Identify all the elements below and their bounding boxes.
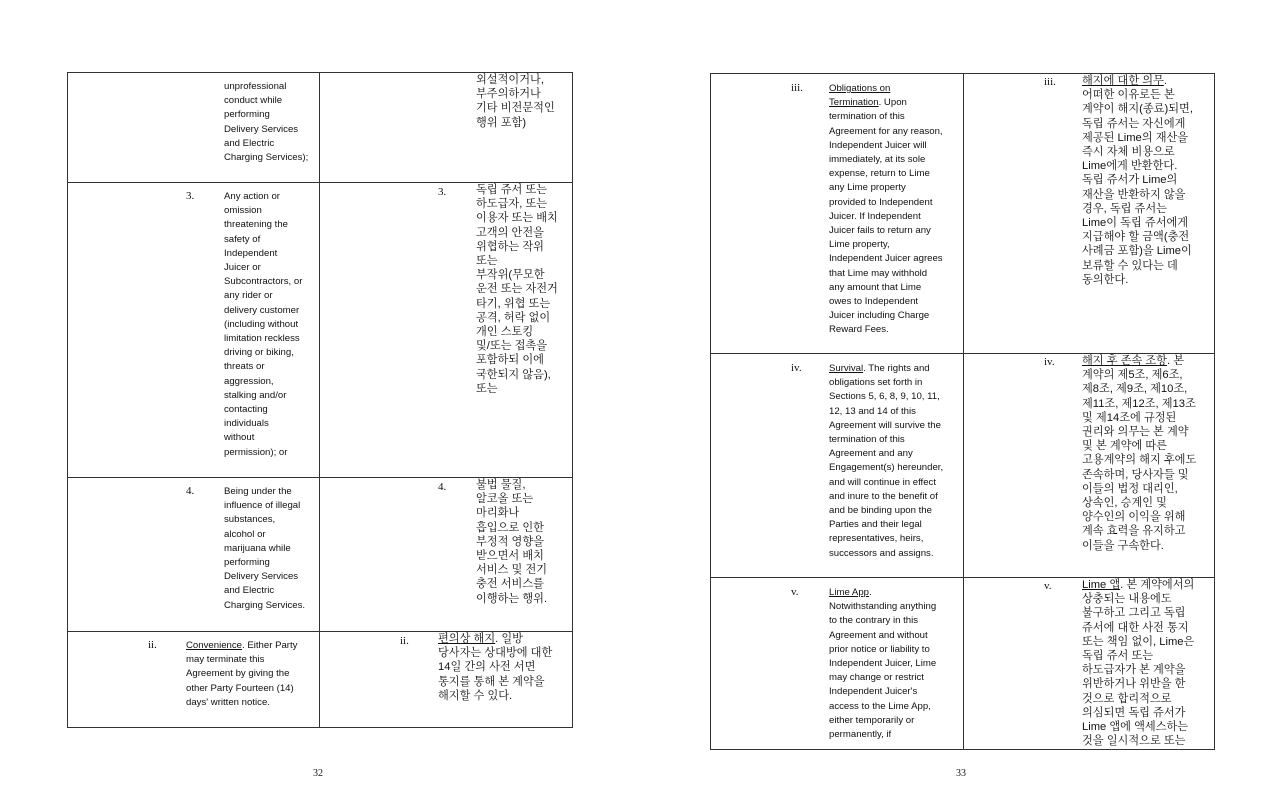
page-number: 33 <box>956 768 966 779</box>
clause-heading: Obligations on Termination <box>829 83 891 109</box>
korean-clause-text: 해지에 대한 의무. 어떠한 이유로든 본 계약이 해지(종료)되면, 독립 쥬서는 자신에게 제공된 Lime의 재산을 즉시 자체 비용으로 Lime에게 반환한다. 독립 쥬서가 Lime의 재산을 반환하지 않을 경우, 독립 쥬서는 Lime이 독립 쥬서에게 지급해야 할 금액(충전 사례금 포함)을 Lime이 보류할 수 있다는 데 동의한다. <box>1082 75 1193 286</box>
english-clause-text: Convenience. Either Party may terminate this Agreement by giving the other Party Fourteen (14) days' written notice. <box>186 640 298 708</box>
clause-heading: 편의상 해지 <box>438 633 496 645</box>
clause-number: iv. <box>791 362 802 374</box>
english-cell <box>68 478 320 632</box>
page-33 <box>640 0 1280 807</box>
english-cell <box>68 183 320 478</box>
english-clause-text: Obligations on Termination. Upon termination of this Agreement for any reason, Independent Juicer will immediately, at its sole expense, return to Lime any Lime property provided to Independent Juicer. If Independent Juicer fails to return any Lime property, Independent Juicer agrees that Lime may withhold any amount that Lime owes to Independent Juicer including Charge Reward Fees. <box>829 83 943 336</box>
english-cell <box>68 73 320 183</box>
korean-cell <box>320 73 573 183</box>
clause-number: v. <box>1044 580 1052 592</box>
korean-cell <box>320 183 573 478</box>
clause-heading: Survival <box>829 363 864 374</box>
clause-number: 3. <box>438 186 447 198</box>
english-cell <box>711 74 964 354</box>
table-row <box>68 478 573 632</box>
clause-heading: Lime App <box>829 587 870 598</box>
korean-clause-text: 편의상 해지. 일방 당사자는 상대방에 대한 14일 간의 사전 서면 통지를 통해 본 계약을 해지할 수 있다. <box>438 633 553 702</box>
english-clause-text: unprofessional conduct while performing Delivery Services and Electric Charging Services); <box>224 81 309 164</box>
korean-cell <box>320 478 573 632</box>
clause-heading: 해지에 대한 의무 <box>1082 75 1164 87</box>
korean-clause-text: 독립 쥬서 또는 하도급자, 또는 이용자 또는 배치 고객의 안전을 위협하는 작위 또는 부작위(무모한 운전 또는 자전거 타기, 위협 또는 공격, 허락 없이 개인 스토킹 및/또는 접촉을 포함하되 이에 국한되지 않음), 또는 <box>476 184 558 395</box>
clause-heading: Convenience <box>186 640 243 651</box>
page-number: 32 <box>313 768 323 779</box>
clause-number: 4. <box>186 485 195 497</box>
clause-number: iii. <box>791 82 803 94</box>
clause-number: iv. <box>1044 356 1055 368</box>
korean-clause-text: Lime 앱. 본 계약에서의 상충되는 내용에도 불구하고 그리고 독립 쥬서에 대한 사전 통지 또는 책임 없이, Lime은 독립 쥬서 또는 하도급자가 본 계약을 위반하거나 위반을 한 것으로 합리적으로 의심되면 독립 쥬서가 Lime 앱에 액세스하는 것을 일시적으로 또는 <box>1082 579 1195 748</box>
english-cell <box>68 632 320 728</box>
clause-heading: 해지 후 존속 조항 <box>1082 355 1167 367</box>
table-row <box>711 354 1215 578</box>
english-clause-text: Being under the influence of illegal substances, alcohol or marijuana while performing Delivery Services and Electric Charging Services. <box>224 486 306 611</box>
english-clause-text: Any action or omission threatening the safety of Independent Juicer or Subcontractors, or any rider or delivery customer (including without limitation reckless driving or biking, threats or aggression, stalking and/or contacting individuals without permission); or <box>224 191 303 458</box>
clause-number: 3. <box>186 190 195 202</box>
table-row <box>711 578 1215 750</box>
right-bilingual-table <box>710 73 1215 750</box>
korean-clause-text: 외설적이거나, 부주의하거나 기타 비전문적인 행위 포함) <box>476 74 555 129</box>
korean-cell <box>964 74 1215 354</box>
clause-number: ii. <box>148 639 157 651</box>
clause-heading: Lime 앱 <box>1082 579 1121 591</box>
english-cell <box>711 354 964 578</box>
clause-number: 4. <box>438 481 447 493</box>
korean-cell <box>964 354 1215 578</box>
korean-clause-text: 해지 후 존속 조항. 본 계약의 제5조, 제6조, 제8조, 제9조, 제10조, 제11조, 제12조, 제13조 및 제14조에 규정된 권리와 의무는 본 계약 및 본 계약에 따른 고용계약의 해지 후에도 존속하며, 당사자들 및 이들의 법정 대리인, 상속인, 승계인 및 양수인의 이익을 위해 계속 효력을 유지하고 이들을 구속한다. <box>1082 355 1197 552</box>
korean-cell <box>964 578 1215 750</box>
korean-clause-text: 불법 물질, 알코올 또는 마리화나 흡입으로 인한 부정적 영향을 받으면서 배치 서비스 및 전기 충전 서비스를 이행하는 행위. <box>476 479 548 605</box>
clause-number: v. <box>791 586 799 598</box>
english-cell <box>711 578 964 750</box>
table-row <box>68 632 573 728</box>
table-row <box>68 73 573 183</box>
english-clause-text: Lime App. Notwithstanding anything to the contrary in this Agreement and without prior notice or liability to Independent Juicer, Lime may change or restrict Independent Juicer's access to the Lime App, either temporarily or permanently, if <box>829 587 937 741</box>
left-bilingual-table <box>67 72 573 728</box>
korean-cell <box>320 632 573 728</box>
clause-number: iii. <box>1044 76 1056 88</box>
table-row <box>711 74 1215 354</box>
english-clause-text: Survival. The rights and obligations set forth in Sections 5, 6, 8, 9, 10, 11, 12, 13 and 14 of this Agreement will survive the termination of this Agreement and any Engagement(s) hereunder, and will continue in effect and inure to the benefit of and be binding upon the Parties and their legal representatives, heirs, successors and assigns. <box>829 363 944 559</box>
clause-number: ii. <box>400 635 409 647</box>
table-row <box>68 183 573 478</box>
